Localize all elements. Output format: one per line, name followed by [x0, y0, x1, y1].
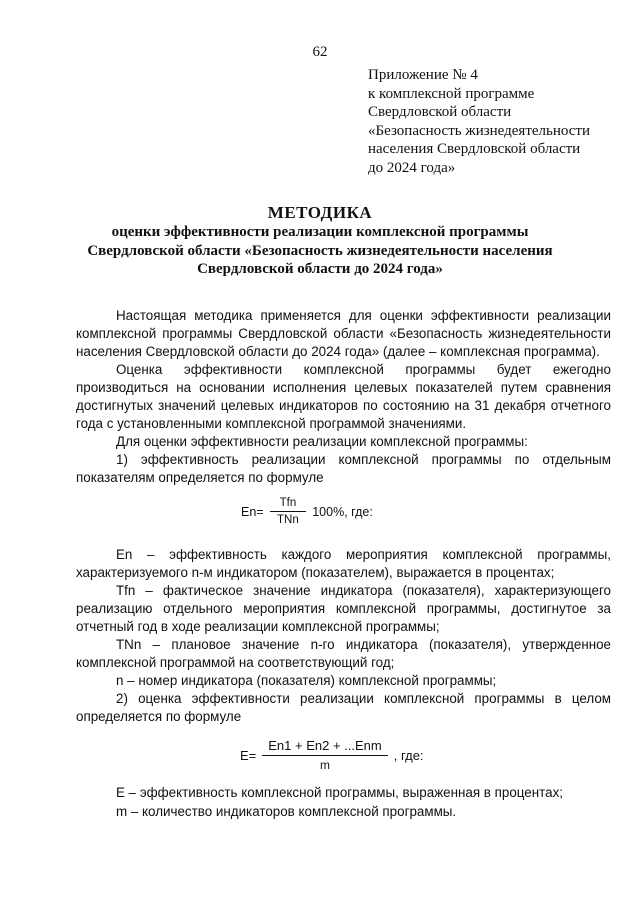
appendix-line: Свердловской области — [368, 104, 512, 120]
formula-fraction — [270, 497, 307, 526]
formula-numerator: En1 + En2 + ...Enm — [262, 738, 387, 756]
formula-efficiency-per-indicator — [241, 497, 373, 526]
appendix-line: до 2024 года» — [368, 159, 456, 176]
title-line: оценки эффективности реализации комплексной программы — [111, 224, 529, 240]
paragraph: Настоящая методика применяется для оценки эффективности реализации комплексной программы Свердловской области «Безопасность жизнедеятельности населения Свердловской области до 2024 года» (далее – комплексная программа). — [76, 308, 611, 359]
appendix-line: Приложение № 4 — [368, 67, 478, 83]
formula-numerator: Tfn — [270, 497, 307, 512]
paragraph: 1) эффективность реализации комплексной программы по отдельным показателям определяется по формуле — [76, 452, 611, 485]
page-number: 62 — [312, 44, 328, 60]
formula-lhs: En= — [241, 504, 264, 519]
definition-item: E – эффективность комплексной программы, выраженная в процентах; — [116, 785, 563, 800]
definition-item: n – номер индикатора (показателя) комплексной программы; — [116, 673, 497, 688]
definition-item: En – эффективность каждого мероприятия комплексной программы, характеризуемого n-м индикатором (показателем), выражается в процентах; — [76, 547, 611, 580]
intro-text — [76, 307, 611, 487]
definitions-block-2 — [76, 783, 611, 821]
formula-fraction — [262, 738, 387, 772]
appendix-block — [368, 66, 628, 177]
title-line: Свердловской области «Безопасность жизнедеятельности населения — [87, 242, 553, 259]
appendix-line: «Безопасность жизнедеятельности — [368, 122, 591, 139]
formula-rhs: 100%, где: — [312, 504, 373, 519]
definition-item: Tfn – фактическое значение индикатора (показателя), характеризующего реализацию отдельного мероприятия комплексной программы, достигнутое за отчетный год в ходе реализации комплексной программы; — [76, 583, 611, 634]
formula-overall-efficiency — [240, 738, 424, 772]
formula-rhs: , где: — [393, 747, 424, 763]
definition-item: 2) оценка эффективности реализации комплексной программы в целом определяется по формуле — [76, 691, 611, 724]
formula-denominator: m — [320, 758, 330, 772]
title-heading: МЕТОДИКА — [267, 203, 373, 222]
paragraph: Оценка эффективности комплексной программы будет ежегодно производиться на основании исполнения целевых показателей путем сравнения достигнутых значений целевых индикаторов по состоянию на 31 декабря отчетного года с установленными комплексной программой значениями. — [76, 362, 611, 431]
formula-denominator: TNn — [277, 514, 299, 526]
definition-item: TNn – плановое значение n-го индикатора (показателя), утвержденное комплексной программой на соответствующий год; — [76, 637, 611, 670]
formula-lhs: E= — [240, 747, 257, 763]
paragraph: Для оценки эффективности реализации комплексной программы: — [116, 434, 528, 449]
appendix-line: населения Свердловской области — [368, 141, 581, 157]
definition-item: m – количество индикаторов комплексной программы. — [116, 804, 457, 819]
definitions-block-1 — [76, 546, 611, 726]
title-line: Свердловской области до 2024 года» — [197, 261, 443, 277]
appendix-line: к комплексной программе — [368, 85, 535, 102]
document-title — [0, 203, 640, 279]
